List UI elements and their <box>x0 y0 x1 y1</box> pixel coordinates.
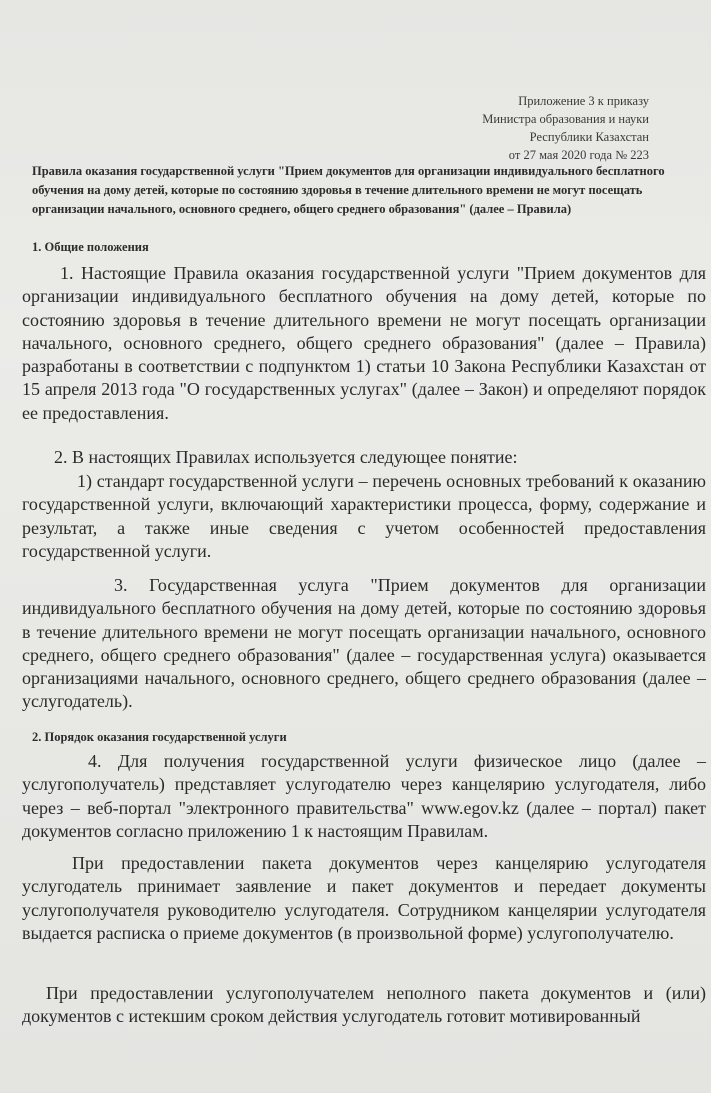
section-heading-procedure: 2. Порядок оказания государственной услуги <box>32 730 287 744</box>
header-line-1: Приложение 3 к приказу <box>518 94 649 108</box>
paragraph-2-subitem-1: 1) стандарт государственной услуги – перечень основных требований к оказанию государственной услуги, включающий характеристики процесса, форму, содержание и результат, а также иные сведения с учетом особенностей предоставления государственной услуги. <box>22 471 706 561</box>
document-title: Правила оказания государственной услуги "Прием документов для организации индивидуального бесплатного обучения на дому детей, которые по состоянию здоровья в течение длительного времени не могут посещать организации начального, основного среднего, общего среднего образования" (далее – Правила) <box>32 164 665 216</box>
paragraph-1: 1. Настоящие Правила оказания государственной услуги "Прием документов для организации индивидуального бесплатного обучения на дому детей, которые по состоянию здоровья в течение длительного времени не могут посещать организации начального, основного среднего, общего среднего образования" (далее – Правила) разработаны в соответствии с подпунктом 1) статьи 10 Закона Республики Казахстан от 15 апреля 2013 года "О государственных услугах" (далее – Закон) и определяют порядок ее предоставления. <box>22 263 706 423</box>
section-heading-general: 1. Общие положения <box>32 240 149 254</box>
paragraph-4: 4. Для получения государственной услуги физическое лицо (далее – услугополучатель) представляет услугодателю через канцелярию услугодателя, либо через – веб-портал "электронного правительства" www.egov.kz (далее – портал) пакет документов согласно приложению 1 к настоящим Правилам. <box>22 751 706 841</box>
header-line-3: Республики Казахстан <box>529 130 649 144</box>
header-line-2: Министра образования и науки <box>482 112 649 126</box>
appendix-header <box>419 92 649 164</box>
paragraph-5: При предоставлении пакета документов через канцелярию услугодателя услугодатель принимает заявление и пакет документов и передает документы услугополучателя руководителю услугодателя. Сотрудником канцелярии услугодателя выдается расписка о приеме документов (в произвольной форме) услугополучателю. <box>22 853 706 943</box>
header-line-4: от 27 мая 2020 года № 223 <box>508 148 649 162</box>
paragraph-6: При предоставлении услугополучателем неполного пакета документов и (или) документов с истекшим сроком действия услугодатель готовит мотивированный <box>22 983 706 1027</box>
paragraph-2: 2. В настоящих Правилах используется следующее понятие: <box>54 447 518 467</box>
paragraph-3: 3. Государственная услуга "Прием документов для организации индивидуального бесплатного обучения на дому детей, которые по состоянию здоровья в течение длительного времени не могут посещать организации начального, основного среднего, общего среднего образования" (далее – государственная услуга) оказывается организациями начального, основного среднего, общего среднего образования (далее – услугодатель). <box>22 575 706 712</box>
